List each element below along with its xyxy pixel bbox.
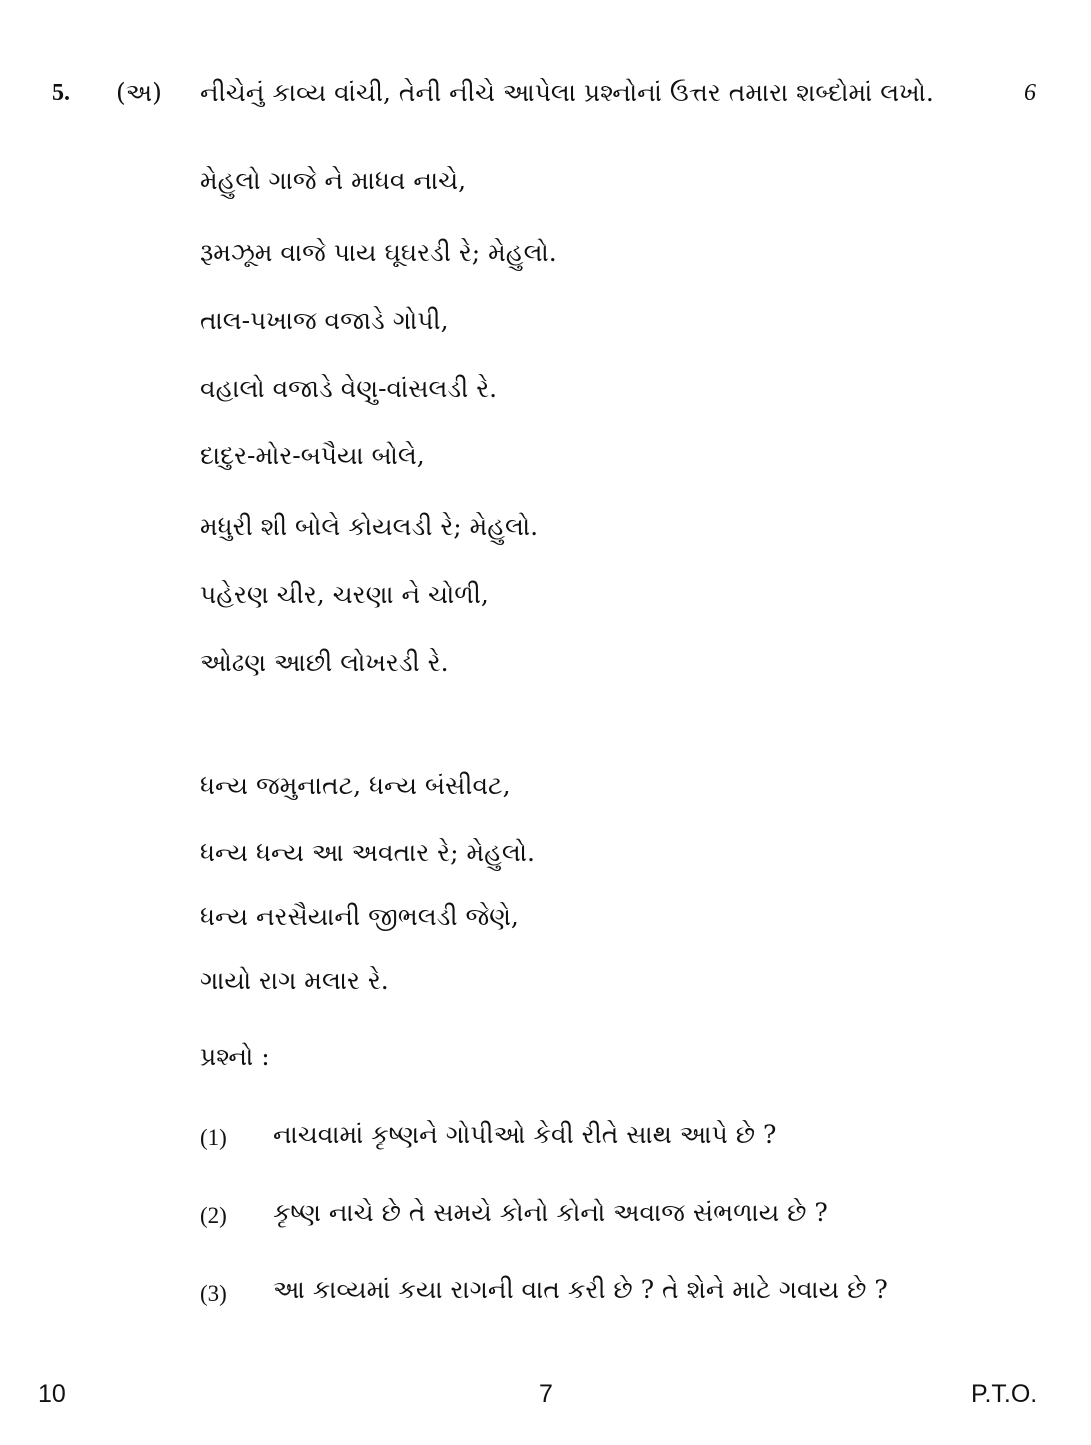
sub-question-number: (1): [200, 1125, 227, 1150]
pto-label: P.T.O.: [971, 1380, 1038, 1408]
question-marks: 6: [1024, 80, 1036, 106]
sub-question-number: (2): [200, 1203, 227, 1228]
question-instruction: નીચેનું કાવ્ય વાંચી, તેની નીચે આપેલા પ્રશ્નોનાં ઉત્તર તમારા શબ્દોમાં લખો.: [200, 78, 934, 107]
question-part: (અ): [116, 78, 162, 107]
poem-line: વહાલો વજાડે વેણુ-વાંસલડી રે.: [200, 374, 498, 403]
poem-line: ધન્ય નરસૈયાની જીભલડી જેણે,: [200, 902, 519, 931]
poem-line: ઓઢણ આછી લોખરડી રે.: [200, 648, 449, 677]
poem-line: ગાયો રાગ મલાર રે.: [200, 966, 389, 995]
question-number: 5.: [52, 80, 70, 106]
questions-label: પ્રશ્નો :: [200, 1042, 270, 1071]
page-number: 7: [539, 1380, 553, 1408]
sub-question-number: (3): [200, 1281, 227, 1306]
sub-question-text: કૃષ્ણ નાચે છે તે સમયે કોનો કોનો અવાજ સંભળાય છે ?: [273, 1198, 828, 1227]
poem-line: ધન્ય ધન્ય આ અવતાર રે; મેહુલો.: [200, 838, 535, 867]
sub-question-text: નાચવામાં કૃષ્ણને ગોપીઓ કેવી રીતે સાથ આપે છે ?: [273, 1120, 777, 1149]
poem-line: ધન્ય જમુનાતટ, ધન્ય બંસીવટ,: [200, 771, 511, 800]
sub-question-text: આ કાવ્યમાં કયા રાગની વાત કરી છે ? તે શેને માટે ગવાય છે ?: [273, 1275, 888, 1304]
poem-line: પહેરણ ચીર, ચરણા ને ચોળી,: [200, 580, 489, 609]
poem-line: તાલ-પખાજ વજાડે ગોપી,: [200, 306, 449, 335]
poem-line: મધુરી શી બોલે કોયલડી રે; મેહુલો.: [200, 512, 539, 541]
poem-line: દાદુર-મોર-બપૈયા બોલે,: [200, 441, 425, 470]
poem-line: મેહુલો ગાજે ને માધવ નાચે,: [200, 166, 467, 195]
paper-code: 10: [38, 1380, 66, 1408]
poem-line: રૂમઝૂમ વાજે પાય ઘૂઘરડી રે; મેહુલો.: [200, 238, 557, 267]
